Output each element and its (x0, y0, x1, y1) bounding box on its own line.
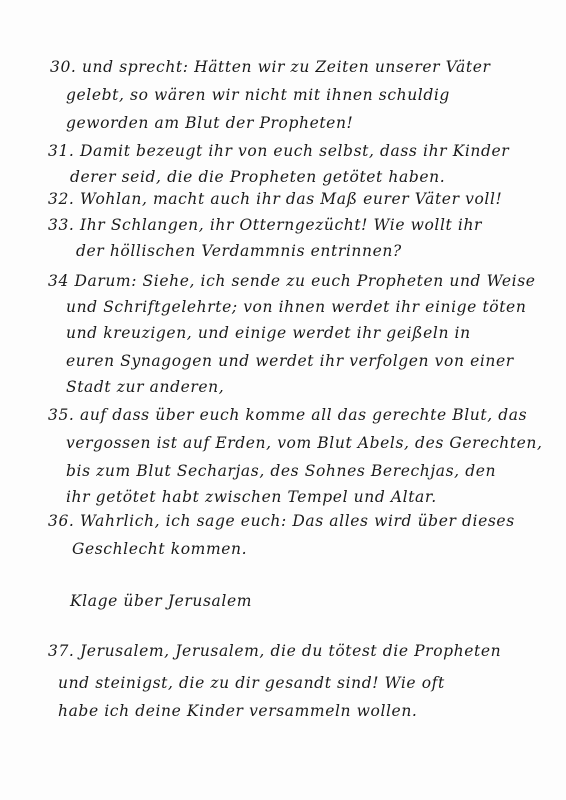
text-line: und Schriftgelehrte; von ihnen werdet ihr einige töten (66, 298, 527, 316)
text-line: 33. Ihr Schlangen, ihr Otterngezücht! Wie wollt ihr (48, 216, 483, 234)
text-line: bis zum Blut Secharjas, des Sohnes Berechjas, den (66, 462, 497, 480)
text-line: euren Synagogen und werdet ihr verfolgen von einer (66, 352, 514, 370)
text-line: derer seid, die die Propheten getötet haben. (70, 168, 446, 186)
text-line: ihr getötet habt zwischen Tempel und Altar. (66, 488, 437, 506)
text-line: geworden am Blut der Propheten! (66, 114, 354, 132)
text-line: vergossen ist auf Erden, vom Blut Abels, des Gerechten, (66, 434, 543, 452)
text-line: 34 Darum: Siehe, ich sende zu euch Propheten und Weise (48, 272, 536, 290)
text-line: 36. Wahrlich, ich sage euch: Das alles wird über dieses (48, 512, 515, 530)
text-line: 37. Jerusalem, Jerusalem, die du tötest die Propheten (48, 642, 502, 660)
text-line: der höllischen Verdammnis entrinnen? (76, 242, 402, 260)
section-heading: Klage über Jerusalem (70, 592, 253, 610)
text-line: 32. Wohlan, macht auch ihr das Maß eurer Väter voll! (48, 190, 503, 208)
text-line: und steinigst, die zu dir gesandt sind! Wie oft (58, 674, 445, 692)
text-line: habe ich deine Kinder versammeln wollen. (58, 702, 418, 720)
text-line: 30. und sprecht: Hätten wir zu Zeiten unserer Väter (50, 58, 491, 76)
text-line: 35. auf dass über euch komme all das gerechte Blut, das (48, 406, 528, 424)
text-line: 31. Damit bezeugt ihr von euch selbst, dass ihr Kinder (48, 142, 510, 160)
text-line: und kreuzigen, und einige werdet ihr geißeln in (66, 324, 471, 342)
text-line: Geschlecht kommen. (72, 540, 248, 558)
text-line: gelebt, so wären wir nicht mit ihnen schuldig (66, 86, 450, 104)
text-line: Stadt zur anderen, (66, 378, 225, 396)
